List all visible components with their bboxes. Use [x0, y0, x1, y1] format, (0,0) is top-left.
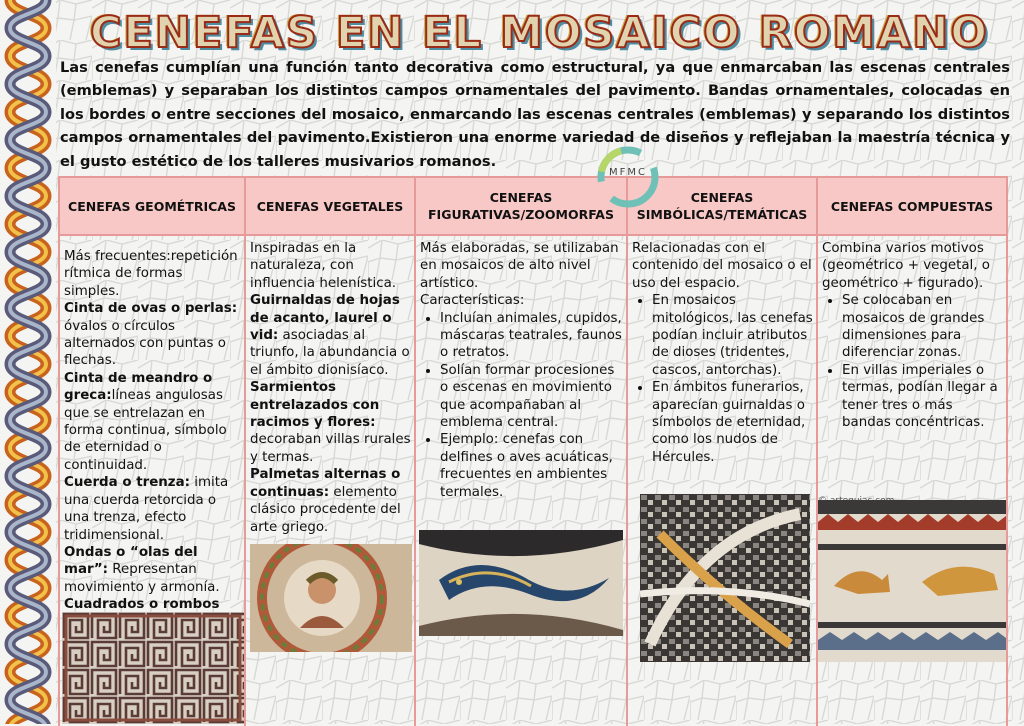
list-item	[64, 370, 241, 474]
definition: óvalos o círculos alternados con puntas o flechas.	[64, 318, 226, 369]
column-figurativas	[416, 178, 628, 726]
definition: Representan movimiento y armonía.	[64, 562, 220, 595]
bullet-list	[632, 292, 813, 466]
header-compuestas: CENEFAS COMPUESTAS	[818, 178, 1006, 236]
list-item: • Ejemplo: cenefas con delfines o aves acuáticas, frecuentes en ambientes termales.	[440, 431, 623, 501]
definition: líneas angulosas que se entrelazan en forma continua, símbolo de eternidad o continuidad.	[64, 388, 227, 473]
cenefas-table	[58, 176, 1008, 726]
list-item	[64, 300, 241, 370]
column-vegetales	[246, 178, 416, 726]
definition: decoraban villas rurales y termas.	[250, 432, 411, 465]
definition: imita una cuerda retorcida o una trenza, efecto tridimensional.	[64, 475, 229, 543]
list-item: • Solían formar procesiones o escenas en movimiento que acompañaban al emblema central.	[440, 362, 623, 432]
term: Cinta de meandro o greca:	[64, 370, 213, 404]
list-item: • En mosaicos mitológicos, las cenefas podían incluir atributos de dioses (tridentes, cascos, antorchas).	[652, 292, 813, 379]
intro-text: Inspiradas en la naturaleza, con influencia helenística.	[250, 241, 397, 291]
list-item	[250, 292, 411, 379]
page-title: CENEFAS EN EL MOSAICO ROMANO	[90, 8, 989, 58]
header-vegetales: CENEFAS VEGETALES	[246, 178, 414, 236]
intro-text: Más elaboradas, se utilizaban en mosaicos de alto nivel artístico.	[420, 241, 619, 291]
bullet-list	[822, 292, 1003, 431]
list-item	[64, 544, 241, 596]
body-figurativas	[416, 236, 626, 501]
bullet-list	[420, 310, 623, 501]
term: Sarmientos entrelazados con racimos y flores:	[250, 380, 380, 431]
list-item	[64, 474, 241, 544]
header-geometricas: CENEFAS GEOMÉTRICAS	[60, 178, 244, 236]
intro-paragraph: Las cenefas cumplían una función tanto decorativa como estructural, ya que enmarcaban las escenas centrales (emblemas) y separaban los distintos campos ornamentales del pavimento. Bandas ornamentales, colocadas en los bordes o entre secciones del mosaico, enmarcando las escenas centrales (emblemas) y separando los distintos campos ornamentales del pavimento.Existieron una enorme variedad de diseños y reflejaban la maestría técnica y el gusto estético de los talleres musivarios romanos.	[60, 59, 1010, 170]
body-simbolicas	[628, 236, 816, 466]
body-compuestas	[818, 236, 1006, 431]
column-compuestas	[818, 178, 1008, 726]
meander-mosaic-photo	[62, 612, 244, 724]
term: Palmetas alternas o continuas:	[250, 467, 401, 500]
body-geometricas	[60, 244, 244, 648]
dolphin-mosaic-photo	[419, 530, 623, 636]
knot-mosaic-photo	[640, 494, 810, 662]
logo-text: MFMC	[609, 167, 647, 178]
list-item: • Incluían animales, cupidos, máscaras teatrales, faunos o retratos.	[440, 310, 623, 362]
list-item: • En ámbitos funerarios, aparecían guirnaldas o símbolos de eternidad, como los nudos de Hércules.	[652, 379, 813, 466]
term: Guirnaldas de hojas de acanto, laurel o vid:	[250, 293, 400, 344]
braid-border	[0, 0, 56, 724]
column-simbolicas	[628, 178, 818, 726]
garland-bust-mosaic-photo	[250, 544, 412, 652]
list-item: • Se colocaban en mosaicos de grandes dimensiones para diferenciar zonas.	[842, 292, 1003, 362]
list-item: • En villas imperiales o termas, podían llegar a tener tres o más bandas concéntricas.	[842, 362, 1003, 432]
term: Cuadrados o rombos	[64, 597, 220, 613]
animal-frieze-mosaic-photo	[818, 500, 1006, 662]
definition: elemento clásico procedente del arte griego.	[250, 484, 401, 535]
sub-heading: Características:	[420, 293, 525, 309]
header-simbolicas: CENEFAS SIMBÓLICAS/TEMÁTICAS	[628, 178, 816, 236]
term: Ondas o “olas del mar”:	[64, 544, 198, 578]
list-item	[250, 379, 411, 466]
intro-text: Combina varios motivos (geométrico + vegetal, o geométrico + figurado).	[822, 241, 990, 291]
list-item	[250, 466, 411, 536]
definition: asociadas al triunfo, la abundancia o el ámbito dionisíaco.	[250, 328, 410, 378]
intro-text: Más frecuentes:repetición rítmica de formas simples.	[64, 249, 238, 299]
term: Cuerda o trenza:	[64, 475, 190, 491]
header-figurativas: CENEFAS FIGURATIVAS/ZOOMORFAS	[416, 178, 626, 236]
term: Cinta de ovas o perlas:	[64, 301, 238, 317]
mfmc-logo	[592, 142, 664, 212]
column-geometricas	[58, 178, 246, 726]
body-vegetales	[246, 236, 414, 536]
intro-text: Relacionadas con el contenido del mosaico o el uso del espacio.	[632, 241, 812, 291]
